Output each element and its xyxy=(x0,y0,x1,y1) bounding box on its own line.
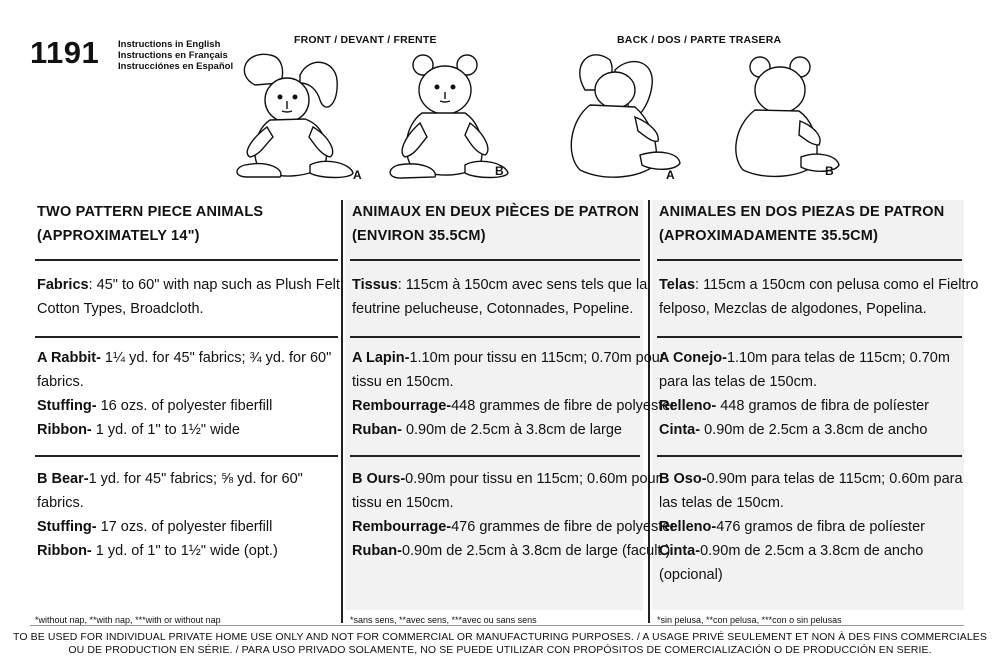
section-rule xyxy=(350,259,640,261)
view-b-yardage: B Oso-0.90m para telas de 115cm; 0.60m para xyxy=(659,471,963,487)
language-english: Instructions in English xyxy=(118,39,221,50)
view-b-yardage: B Bear-1 yd. for 45" fabrics; ⅝ yd. for 60" xyxy=(37,471,303,487)
section-rule xyxy=(350,455,640,457)
front-figure-letter-b: B xyxy=(495,164,504,178)
fabrics-line: felposo, Mezclas de algodones, Popelina. xyxy=(659,301,927,317)
view-a-yardage: A Conejo-1.10m para telas de 115cm; 0.70m xyxy=(659,350,950,366)
view-b-yardage: fabrics. xyxy=(37,495,84,511)
back-figure-letter-a: A xyxy=(666,168,675,182)
fabrics-line: Fabrics: 45" to 60" with nap such as Plush Felt, xyxy=(37,277,344,293)
column-heading: TWO PATTERN PIECE ANIMALS xyxy=(37,204,264,220)
footnote: *without nap, **with nap, ***with or without nap xyxy=(35,615,221,625)
column-subheading: (APROXIMADAMENTE 35.5CM) xyxy=(659,228,879,244)
view-a-ribbon: Ribbon- 1 yd. of 1" to 1½" wide xyxy=(37,422,240,438)
disclaimer-line: TO BE USED FOR INDIVIDUAL PRIVATE HOME USE ONLY AND NOT FOR COMMERCIAL OR MANUFACTURING PURPOSES. / A USAGE PRIVÉ SEULEMENT ET NON À DES FINS COMMERCIALES xyxy=(13,631,987,643)
footer-rule xyxy=(30,625,964,626)
column-heading: ANIMALES EN DOS PIEZAS DE PATRON xyxy=(659,204,945,220)
disclaimer xyxy=(0,631,1000,657)
section-rule xyxy=(657,336,962,338)
fabrics-line: Telas: 115cm a 150cm con pelusa como el Fieltro xyxy=(659,277,979,293)
view-b-yardage: B Ours-0.90m pour tissu en 115cm; 0.60m pour xyxy=(352,471,661,487)
fabrics-line: Tissus: 115cm à 150cm avec sens tels que la xyxy=(352,277,648,293)
pattern-number: 1191 xyxy=(30,35,100,70)
view-a-yardage: A Rabbit- 1¼ yd. for 45" fabrics; ¾ yd. for 60" xyxy=(37,350,332,366)
view-a-ribbon: Ruban- 0.90m de 2.5cm à 3.8cm de large xyxy=(352,422,622,438)
view-a-yardage: A Lapin-1.10m pour tissu en 115cm; 0.70m pour xyxy=(352,350,665,366)
fabrics-line: Cotton Types, Broadcloth. xyxy=(37,301,204,317)
section-rule xyxy=(657,259,962,261)
view-a-yardage: tissu en 150cm. xyxy=(352,374,454,390)
view-b-stuffing: Rembourrage-476 grammes de fibre de polyester xyxy=(352,519,676,535)
english-content xyxy=(30,0,344,668)
view-a-yardage: fabrics. xyxy=(37,374,84,390)
view-b-yardage: las telas de 150cm. xyxy=(659,495,784,511)
disclaimer-line: OU DE PRODUCTION EN SÉRIE. / PARA USO PRIVADO SOLAMENTE, NO SE PUEDE UTILIZAR CON PROPÓSITOS DE COMERCIALIZACIÓN O DE PRODUCCIÓN EN SERIE. xyxy=(68,644,932,656)
front-figure-letter-a: A xyxy=(353,168,362,182)
section-rule xyxy=(35,455,338,457)
back-view-label: BACK / DOS / PARTE TRASERA xyxy=(617,34,782,46)
view-b-ribbon-optional: (opcional) xyxy=(659,567,723,583)
view-a-yardage: para las telas de 150cm. xyxy=(659,374,817,390)
footnote: *sin pelusa, **con pelusa, ***con o sin pelusas xyxy=(657,615,842,625)
view-b-ribbon: Cinta-0.90m de 2.5cm a 3.8cm de ancho xyxy=(659,543,924,559)
french-content xyxy=(345,0,676,668)
footnote: *sans sens, **avec sens, ***avec ou sans sens xyxy=(350,615,537,625)
column-heading: ANIMAUX EN DEUX PIÈCES DE PATRON xyxy=(352,204,640,220)
column-subheading: (ENVIRON 35.5CM) xyxy=(352,228,486,244)
column-divider xyxy=(341,200,343,623)
view-b-ribbon: Ruban-0.90m de 2.5cm à 3.8cm de large (facult.) xyxy=(352,543,671,559)
view-b-ribbon: Ribbon- 1 yd. of 1" to 1½" wide (opt.) xyxy=(37,543,278,559)
section-rule xyxy=(35,336,338,338)
view-b-yardage: tissu en 150cm. xyxy=(352,495,454,511)
language-french: Instructions en Français xyxy=(118,50,228,61)
front-view-label: FRONT / DEVANT / FRENTE xyxy=(294,34,437,46)
view-b-stuffing: Stuffing- 17 ozs. of polyester fiberfill xyxy=(37,519,273,535)
view-a-stuffing: Rembourrage-448 grammes de fibre de polyester xyxy=(352,398,676,414)
fabrics-line: feutrine pelucheuse, Cotonnades, Popeline. xyxy=(352,301,634,317)
column-subheading: (APPROXIMATELY 14") xyxy=(37,228,200,244)
view-a-stuffing: Relleno- 448 gramos de fibra de políester xyxy=(659,398,929,414)
language-spanish: Instrucciónes en Español xyxy=(118,61,234,72)
view-a-ribbon: Cinta- 0.90m de 2.5cm a 3.8cm de ancho xyxy=(659,422,928,438)
section-rule xyxy=(35,259,338,261)
section-rule xyxy=(657,455,962,457)
section-rule xyxy=(350,336,640,338)
view-a-stuffing: Stuffing- 16 ozs. of polyester fiberfill xyxy=(37,398,273,414)
view-b-stuffing: Relleno-476 gramos de fibra de políester xyxy=(659,519,925,535)
back-figure-letter-b: B xyxy=(825,164,834,178)
spanish-content xyxy=(652,0,979,668)
